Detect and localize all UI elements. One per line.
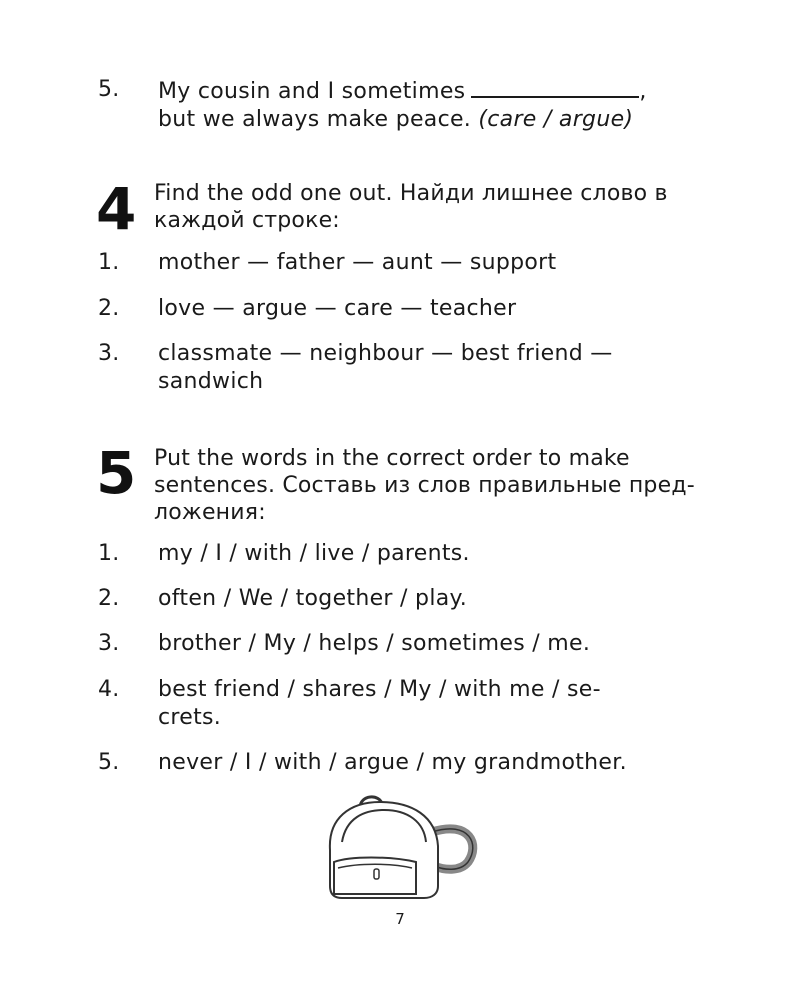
item-text: brother / My / helps / sometimes / me. — [158, 631, 591, 656]
item-text: love — argue — care — teacher — [158, 296, 517, 321]
item-number: 2. — [98, 586, 120, 611]
item-number: 4. — [98, 677, 120, 702]
instruction-line: sentences. Составь из слов правильные пред- — [154, 473, 695, 498]
item-text-line: crets. — [158, 705, 222, 730]
task-4-instruction — [154, 180, 706, 234]
task-5-number: 5 — [96, 439, 137, 507]
item-text-line: sandwich — [158, 369, 264, 394]
item-text-start: My cousin and I sometimes — [158, 79, 466, 104]
item-text: my / I / with / live / parents. — [158, 541, 470, 566]
item-text-line: best friend / shares / My / with me / se- — [158, 677, 601, 702]
item-text — [158, 340, 706, 396]
item-text-comma: , — [639, 79, 647, 104]
backpack-icon — [320, 790, 480, 900]
item-number: 5. — [98, 750, 120, 775]
item-number: 5. — [98, 77, 120, 102]
page-number: 7 — [395, 910, 405, 928]
answer-blank[interactable] — [471, 76, 639, 98]
instruction-line: Find the odd one out. Найди лишнее слово в — [154, 181, 668, 206]
item-text — [158, 676, 706, 732]
item-text-line2: but we always make peace. — [158, 107, 472, 132]
task-5-instruction — [154, 445, 706, 526]
instruction-line: каждой строке: — [154, 208, 340, 233]
instruction-line: Put the words in the correct order to make — [154, 446, 630, 471]
item-number: 2. — [98, 296, 120, 321]
item-number: 3. — [98, 341, 120, 366]
instruction-line: ложения: — [154, 500, 266, 525]
task-4-number: 4 — [96, 175, 137, 243]
item-number: 3. — [98, 631, 120, 656]
item-number: 1. — [98, 541, 120, 566]
item-text: mother — father — aunt — support — [158, 250, 557, 275]
item-text: often / We / together / play. — [158, 586, 467, 611]
item-text: never / I / with / argue / my grandmother. — [158, 750, 627, 775]
item-text-line: classmate — neighbour — best friend — — [158, 341, 613, 366]
item-number: 1. — [98, 250, 120, 275]
item-text — [158, 76, 706, 134]
word-hint: (care / argue) — [478, 107, 634, 132]
